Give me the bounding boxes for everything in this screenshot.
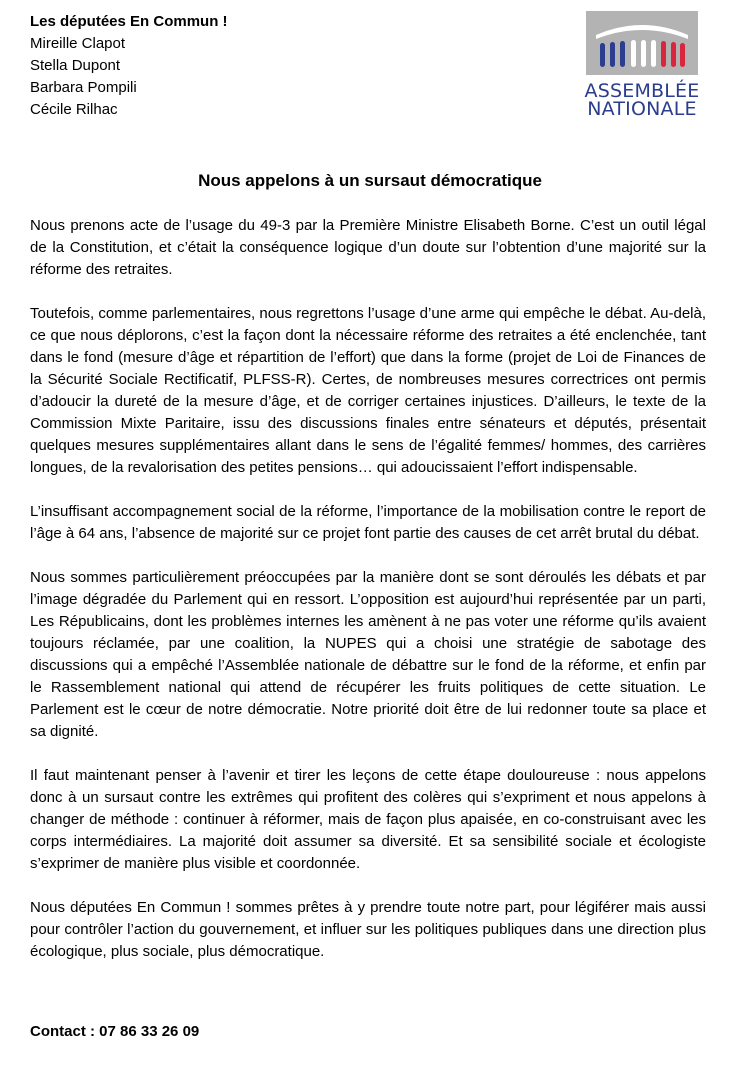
paragraph: Nous prenons acte de l’usage du 49-3 par la Première Ministre Elisabeth Borne. C’est un outil légal de la Constitution, et c’était la conséquence logique d’un doute sur l’obtention d’une majorité sur la réforme des retraites. — [30, 217, 706, 278]
paragraph: Nous sommes particulièrement préoccupées par la manière dont se sont déroulés les débats et par l’image dégradée du Parlement qui en ressort. L’opposition est aujourd’hui représentée par un parti, Les Républicains, dont les problèmes internes les amènent à ne pas voter une réforme qu’ils avaient toujours réclamée, par une coalition, la NUPES qui a choisi une stratégie de sabotage des discussions qui a empêché l’Assemblée nationale de débattre sur le fond de la réforme, et enfin par le Rassemblement national qui attend de récupérer les fruits politiques de cette situation. Le Parlement est le cœur de notre démocratie. Notre priorité doit être de lui redonner toute sa place et sa dignité. — [30, 569, 706, 740]
header-block — [30, 11, 228, 121]
group-name: Les députées En Commun ! — [30, 13, 228, 30]
hemicycle-icon — [586, 11, 698, 75]
paragraph: L’insuffisant accompagnement social de la réforme, l’importance de la mobilisation contre le report de l’âge à 64 ans, l’absence de majorité sur ce projet font partie des causes de cet arrêt brutal du débat. — [30, 503, 706, 542]
contact-line: Contact : 07 86 33 26 09 — [30, 1023, 200, 1040]
paragraph: Nous députées En Commun ! sommes prêtes à y prendre toute notre part, pour légiférer mais aussi pour contrôler l’action du gouvernement, et influer sur les politiques publiques dans une direction plus écologique, plus sociale, plus démocratique. — [30, 899, 706, 960]
member-name: Cécile Rilhac — [30, 101, 118, 118]
member-name: Mireille Clapot — [30, 35, 126, 52]
logo-text-line2: NATIONALE — [587, 98, 697, 120]
member-name: Barbara Pompili — [30, 79, 137, 96]
logo-text-line1: ASSEMBLÉE — [584, 80, 700, 102]
assemblee-nationale-logo — [579, 11, 705, 121]
paragraph: Toutefois, comme parlementaires, nous regrettons l’usage d’une arme qui empêche le débat. Au-delà, ce que nous déplorons, c’est la façon dont la nécessaire réforme des retraites a été enclenchée, tant dans le fond (mesure d’âge et répartition de l’effort) que dans la forme (projet de Loi de Finances de la Sécurité Sociale Rectificatif, PLFSS-R). Certes, de nombreuses mesures correctrices ont permis d’adoucir la dureté de la mesure d’âge, et de corriger certaines injustices. D’ailleurs, le texte de la Commission Mixte Paritaire, issu des discussions finales entre sénateurs et députés, présentait quelques mesures supplémentaires allant dans le sens de l’égalité femmes/ hommes, des carrières longues, de la revalorisation des petites pensions… qui adoucissaient l’effort indispensable. — [30, 305, 706, 476]
document-title: Nous appelons à un sursaut démocratique — [198, 171, 542, 190]
paragraph: Il faut maintenant penser à l’avenir et tirer les leçons de cette étape douloureuse : nous appelons donc à un sursaut contre les extrêmes qui profitent des colères qui s’expriment et nous appelons à changer de méthode : continuer à réformer, mais de façon plus apaisée, en co-construisant avec les corps intermédiaires. La majorité doit assumer sa diversité. Et sa sensibilité sociale et écologiste s’exprimer de manière plus visible et coordonnée. — [30, 767, 706, 872]
member-name: Stella Dupont — [30, 57, 121, 74]
document-body — [30, 215, 706, 985]
hemicycle-emblem-icon — [586, 11, 698, 75]
